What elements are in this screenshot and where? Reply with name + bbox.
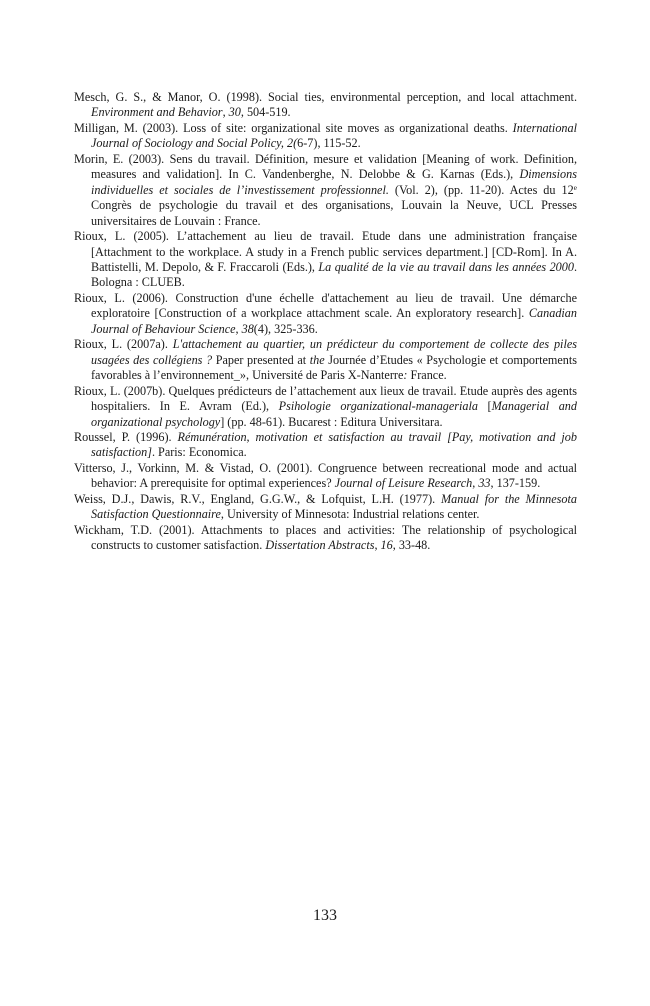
reference-entry bbox=[74, 384, 577, 430]
reference-text: , 137-159. bbox=[490, 476, 541, 491]
reference-text: . Paris: Economica. bbox=[151, 445, 247, 460]
reference-text: [ bbox=[478, 399, 492, 414]
reference-text: Dimensions individuelles et sociales de l’investissement professionnel. bbox=[91, 167, 577, 197]
page-number: 133 bbox=[313, 907, 337, 924]
reference-text: Weiss, D.J., Dawis, R.V., England, G.G.W., & Lofquist, L.H. (1977). bbox=[74, 491, 442, 506]
reference-text: Journée d’Etudes « Psychologie et comportements favorables à l’environnement_», Université de Paris X-Nanterre bbox=[91, 352, 577, 383]
reference-text: the bbox=[309, 352, 325, 367]
reference-text: Wickham, T.D. (2001). Attachments to places and activities: The relationship of psychological constructs to customer satisfaction. bbox=[74, 522, 577, 553]
reference-text: , bbox=[222, 105, 229, 120]
reference-text: Morin, E. (2003). Sens du travail. Définition, mesure et validation [Meaning of work. Definition, measures and validation]. In C. Vandenberghe, N. Delobbe & G. Karnas (Eds.), bbox=[74, 151, 577, 182]
reference-text: L'attachement au quartier, un prédicteur du comportement de collecte des piles usagées des collégiens ? bbox=[91, 337, 577, 367]
reference-text: Managerial and organizational psychology bbox=[91, 399, 577, 429]
reference-text: Dissertation Abstracts bbox=[265, 538, 375, 553]
reference-text: , bbox=[374, 538, 381, 553]
reference-text: (Vol. 2), (pp. 11-20). Actes du 12 bbox=[388, 182, 574, 197]
reference-text: Vitterso, J., Vorkinn, M. & Vistad, O. (2001). Congruence between recreational mode and actual behavior: A prerequisite for optimal experiences? bbox=[74, 460, 577, 491]
reference-text: . Bologna : CLUEB. bbox=[91, 259, 578, 290]
reference-entry bbox=[74, 430, 577, 461]
reference-entry bbox=[74, 523, 577, 554]
reference-text: : bbox=[403, 368, 408, 383]
reference-text: La qualité de la vie au travail dans les années 2000 bbox=[318, 259, 574, 274]
reference-text: , bbox=[472, 476, 479, 491]
reference-text: Psihologie organizational-manageriala bbox=[278, 399, 478, 414]
reference-entry bbox=[74, 90, 577, 121]
reference-text: , University of Minnesota: Industrial relations center. bbox=[220, 507, 480, 522]
reference-text: Environment and Behavior bbox=[91, 105, 223, 120]
reference-text: Rioux, L. (2005). L’attachement au lieu de travail. Etude dans une administration française [Attachment to the workplace. A study in a French public services department.] [CD-Rom]. In A. Battistelli, M. Depolo, & F. Fraccaroli (Eds.), bbox=[74, 229, 577, 274]
reference-text: Rémunération, motivation et satisfaction au travail [Pay, motivation and job satisfaction] bbox=[91, 429, 577, 460]
reference-text: Canadian Journal of Behaviour Science, 38 bbox=[91, 306, 577, 336]
reference-entry bbox=[74, 121, 577, 152]
reference-text: Paper presented at bbox=[212, 352, 310, 367]
reference-entry bbox=[74, 291, 577, 337]
reference-text: e bbox=[573, 182, 578, 192]
reference-text: Rioux, L. (2007b). Quelques prédicteurs de l’attachement aux lieux de travail. Etude auprès des agents hospitaliers. In E. Avram (Ed.), bbox=[74, 383, 577, 414]
reference-text: Congrès de psychologie du travail et des organisations, Louvain la Neuve, UCL Presses universitaires de Louvain : France. bbox=[91, 198, 577, 228]
reference-text: Manual for the Minnesota Satisfaction Questionnaire bbox=[91, 491, 577, 522]
reference-text: Journal of Leisure Research bbox=[334, 476, 473, 491]
reference-text: ] (pp. 48-61). Bucarest : Editura Universitara. bbox=[220, 414, 443, 429]
reference-text: Mesch, G. S., & Manor, O. (1998). Social ties, environmental perception, and local attachment. bbox=[74, 90, 577, 104]
reference-entry bbox=[74, 337, 577, 383]
reference-text: France. bbox=[407, 368, 447, 383]
reference-text: International Journal of Sociology and Social Policy, 2( bbox=[91, 120, 577, 151]
reference-text: Rioux, L. (2006). Construction d'une échelle d'attachement au lieu de travail. Une démarche exploratoire [Construction of a workplace attachment scale. An exploratory research]. bbox=[74, 290, 577, 321]
reference-entry bbox=[74, 461, 577, 492]
reference-text: , 504-519. bbox=[240, 105, 291, 120]
reference-text: 33 bbox=[478, 476, 491, 491]
reference-text: Rioux, L. (2007a). bbox=[74, 337, 173, 352]
reference-entry bbox=[74, 152, 577, 229]
reference-text: Milligan, M. (2003). Loss of site: organizational site moves as organizational deaths. bbox=[74, 120, 513, 135]
reference-text: Roussel, P. (1996). bbox=[74, 429, 178, 444]
reference-text: , 33-48. bbox=[392, 538, 431, 553]
reference-text: 16 bbox=[380, 538, 393, 553]
reference-text: (4), 325-336. bbox=[253, 321, 318, 336]
reference-entry bbox=[74, 229, 577, 291]
reference-text: 30 bbox=[228, 105, 241, 120]
reference-text: 6-7), 115-52. bbox=[297, 136, 361, 151]
reference-list bbox=[74, 90, 577, 554]
reference-entry bbox=[74, 492, 577, 523]
